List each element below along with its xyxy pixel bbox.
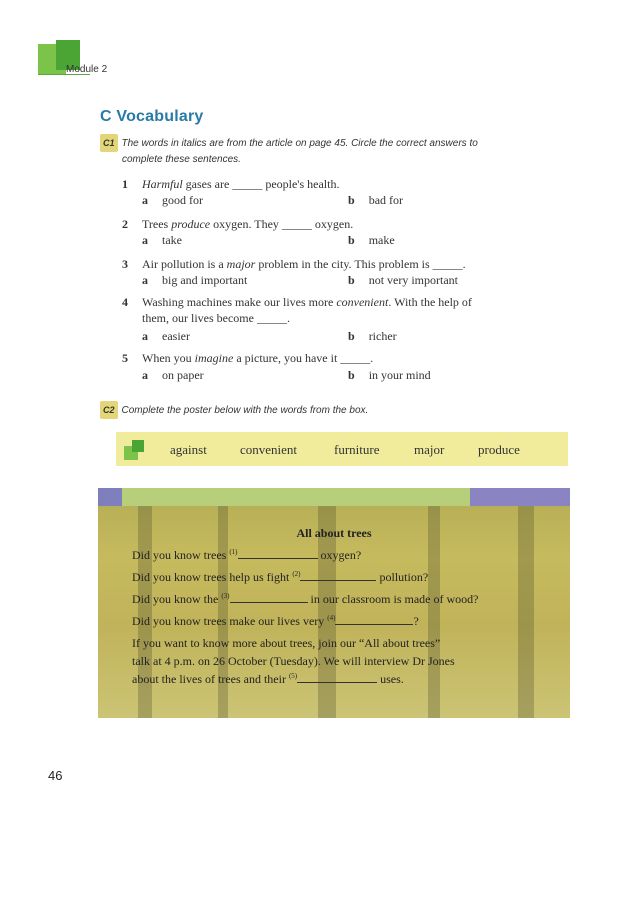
question-number: 1 <box>122 177 128 191</box>
question-1-option-b[interactable]: b bad for <box>348 193 404 207</box>
question-number: 2 <box>122 217 128 231</box>
question-5-option-b[interactable]: b in your mind <box>348 368 431 382</box>
c1-question-list: 1 Harmful gases are _____ people's health. a good for b bad for 2 Trees produce oxygen. They _____ oxygen. a take b make 3 Air pollution is a major problem in the city. This problem is _____. a big and important b not very important 4 Washing machines make our lives more convenient. With the help of them, our lives become _____. a easier b richer 5 When you imagine a picture, you have it _____. a on paper b in your mind <box>122 177 472 382</box>
poster-line-1: Did you know trees $^{(1)}$ oxygen? <box>132 548 362 562</box>
c2-badge: C2 <box>100 401 118 419</box>
question-5-option-a[interactable]: a on paper <box>142 368 204 382</box>
question-keyword: produce <box>171 217 211 231</box>
question-4-option-b[interactable]: b richer <box>348 329 397 343</box>
blank-2[interactable] <box>300 580 376 581</box>
question-keyword: convenient <box>336 295 389 309</box>
c1-instruction-line1: The words in italics are from the article on page 45. Circle the correct answers to <box>121 138 478 149</box>
poster-line-6: talk at 4 p.m. on 26 October (Tuesday). We will interview Dr Jones <box>132 654 455 668</box>
c2-instruction: C2 Complete the poster below with the words from the box. <box>100 401 368 419</box>
c1-instruction <box>100 134 570 168</box>
blank-4[interactable] <box>335 624 413 625</box>
page-number: 46 <box>48 768 63 783</box>
blank-3[interactable] <box>230 602 308 603</box>
question-4-option-a[interactable]: a easier <box>142 329 190 343</box>
section-title: C Vocabulary <box>100 108 204 125</box>
poster <box>98 488 570 718</box>
word-furniture: furniture <box>334 442 380 457</box>
question-3-option-a[interactable]: a big and important <box>142 273 248 287</box>
poster-top-band-right <box>470 488 570 506</box>
poster-line-4: Did you know trees make our lives very $^{(4)}$ ? <box>132 614 419 628</box>
question-2-option-b[interactable]: b make <box>348 233 395 247</box>
poster-line-3: Did you know the $^{(3)}$ in our classroom is made of wood? <box>132 592 479 606</box>
word-convenient: convenient <box>240 442 298 457</box>
question-1-option-a[interactable]: a good for <box>142 193 203 207</box>
question-number: 4 <box>122 295 128 309</box>
question-keyword: imagine <box>194 351 234 365</box>
word-against: against <box>170 442 207 457</box>
question-2-option-a[interactable]: a take <box>142 233 182 247</box>
blank-5[interactable] <box>297 682 377 683</box>
blank-number: (4) <box>327 614 336 622</box>
c1-instruction-line2: complete these sentences. <box>122 154 241 165</box>
word-produce: produce <box>478 442 520 457</box>
word-major: major <box>414 442 445 457</box>
module-label: Module 2 <box>66 64 108 75</box>
question-keyword: major <box>226 257 256 271</box>
poster-line-7: about the lives of trees and their $^{(5)}$ uses. <box>132 672 404 686</box>
poster-line-2: Did you know trees help us fight $^{(2)}$ pollution? <box>132 570 429 584</box>
question-number: 3 <box>122 257 128 271</box>
question-text: gases are _____ people's health. <box>182 177 340 191</box>
blank-number: (3) <box>221 592 230 600</box>
poster-top-band-left <box>98 488 122 506</box>
poster-line-5: If you want to know more about trees, join our “All about trees” <box>132 636 441 650</box>
question-number: 5 <box>122 351 128 365</box>
poster-title: All about trees <box>296 526 372 540</box>
blank-number: (2) <box>292 570 301 578</box>
question-keyword: Harmful <box>142 177 183 191</box>
question-4-line2: them, our lives become _____. <box>142 311 290 325</box>
word-box-square-dark <box>132 440 144 452</box>
blank-1[interactable] <box>238 558 318 559</box>
blank-number: (5) <box>288 672 298 680</box>
blank-number: (1) <box>229 548 238 556</box>
question-3-option-b[interactable]: b not very important <box>348 273 459 287</box>
c1-badge: C1 <box>100 134 118 152</box>
